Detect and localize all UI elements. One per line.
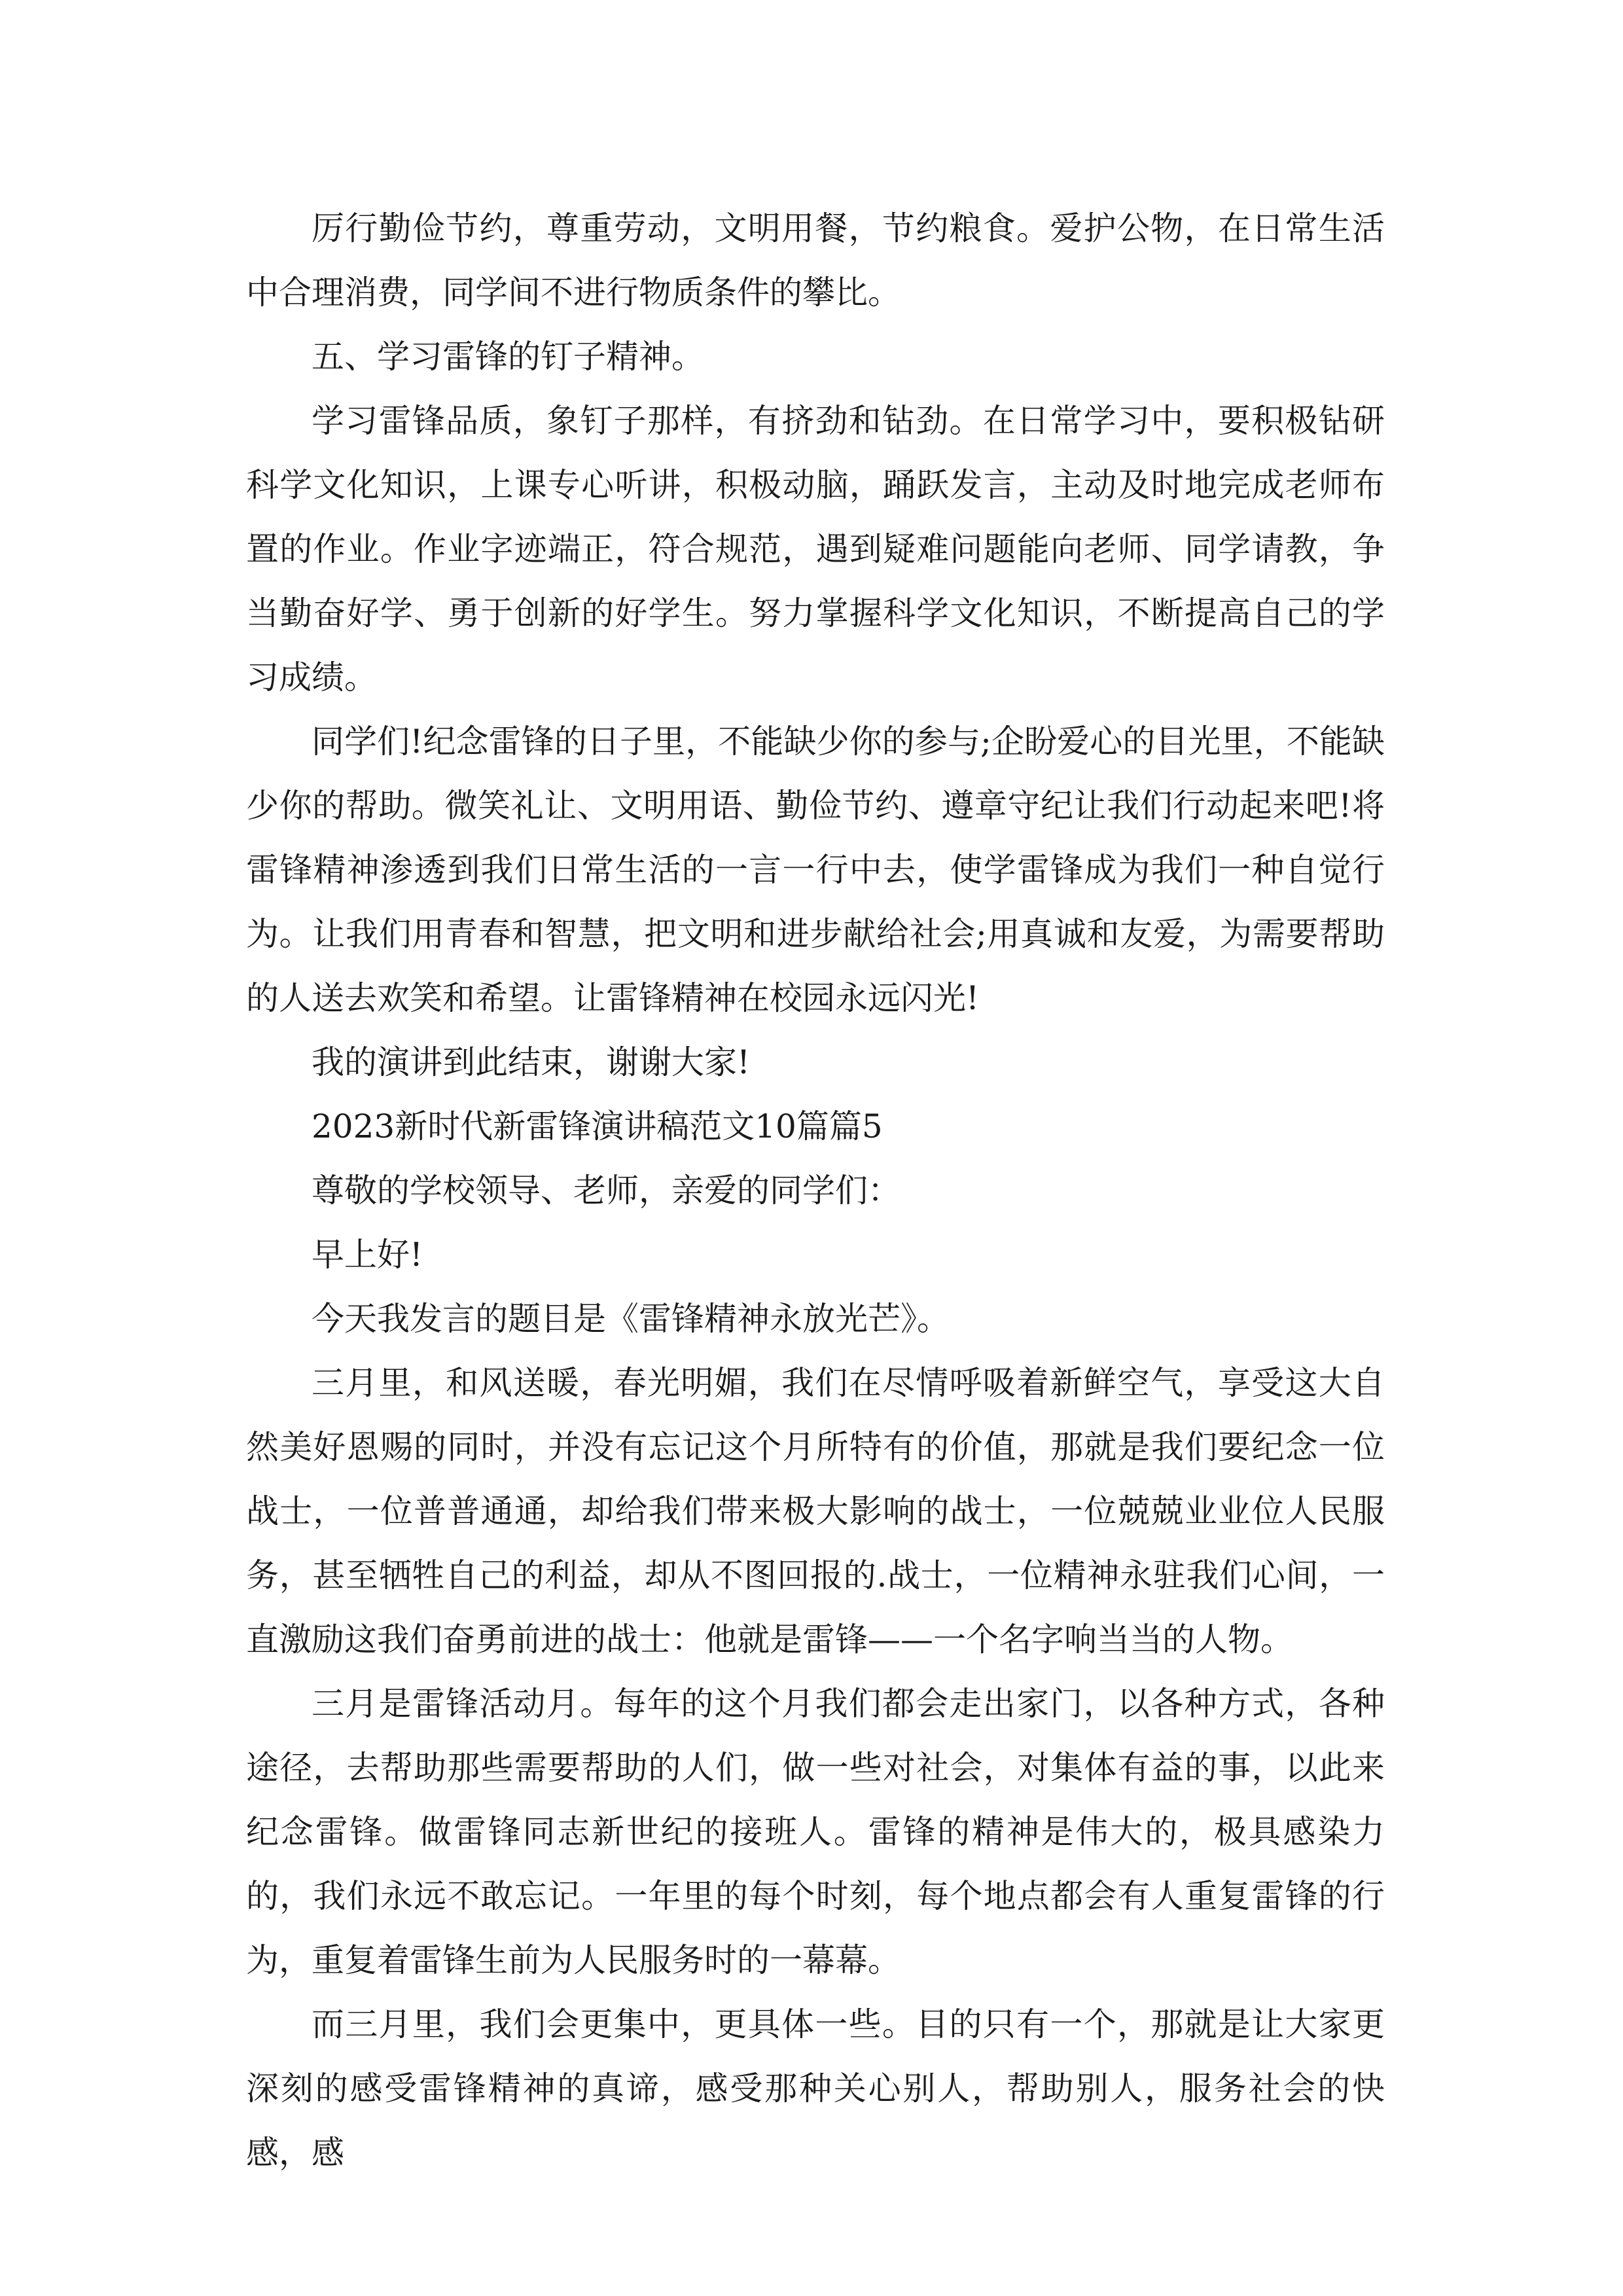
speech-topic: 今天我发言的题目是《雷锋精神永放光芒》。 [312, 1300, 950, 1338]
article-title: 2023新时代新雷锋演讲稿范文10篇篇5 [312, 1107, 883, 1145]
paragraph-march: 三月里，和风送暖，春光明媚，我们在尽情呼吸着新鲜空气，享受这大自然美好恩赐的同时，并没有忘记这个月所特有的价值，那就是我们要纪念一位战士，一位普普通通，却给我们带来极大影响的战士，一位兢兢业业位人民服务，甚至牺牲自己的利益，却从不图回报的.战士，一位精神永驻我们心间，一直激励这我们奋勇前进的战士：他就是雷锋——一个名字响当当的人物。 [246, 1364, 1385, 1659]
greeting: 早上好! [312, 1236, 423, 1274]
section-heading-five: 五、学习雷锋的钉子精神。 [312, 338, 704, 376]
paragraph-closing: 我的演讲到此结束，谢谢大家! [312, 1043, 751, 1081]
paragraph-activity-month: 三月是雷锋活动月。每年的这个月我们都会走出家门，以各种方式，各种途径，去帮助那些需要帮助的人们，做一些对社会，对集体有益的事，以此来纪念雷锋。做雷锋同志新世纪的接班人。雷锋的精神是伟大的，极具感染力的，我们永远不敢忘记。一年里的每个时刻，每个地点都会有人重复雷锋的行为，重复着雷锋生前为人民服务时的一幕幕。 [246, 1685, 1385, 1979]
salutation: 尊敬的学校领导、老师，亲爱的同学们： [312, 1172, 901, 1210]
paragraph-thrift: 厉行勤俭节约，尊重劳动，文明用餐，节约粮食。爱护公物，在日常生活中合理消费，同学间不进行物质条件的攀比。 [246, 209, 1385, 312]
document-body [246, 196, 1385, 2185]
paragraph-call-to-action: 同学们!纪念雷锋的日子里，不能缺少你的参与;企盼爱心的目光里，不能缺少你的帮助。微笑礼让、文明用语、勤俭节约、遵章守纪让我们行动起来吧!将雷锋精神渗透到我们日常生活的一言一行中去，使学雷锋成为我们一种自觉行为。让我们用青春和智慧，把文明和进步献给社会;用真诚和友爱，为需要帮助的人送去欢笑和希望。让雷锋精神在校园永远闪光! [246, 723, 1385, 1017]
paragraph-more-focused: 而三月里，我们会更集中，更具体一些。目的只有一个，那就是让大家更深刻的感受雷锋精神的真谛，感受那种关心别人，帮助别人，服务社会的快感，感 [246, 2005, 1385, 2172]
paragraph-nail-spirit: 学习雷锋品质，象钉子那样，有挤劲和钻劲。在日常学习中，要积极钻研科学文化知识，上课专心听讲，积极动脑，踊跃发言，主动及时地完成老师布置的作业。作业字迹端正，符合规范，遇到疑难问题能向老师、同学请教，争当勤奋好学、勇于创新的好学生。努力掌握科学文化知识，不断提高自己的学习成绩。 [246, 402, 1385, 696]
